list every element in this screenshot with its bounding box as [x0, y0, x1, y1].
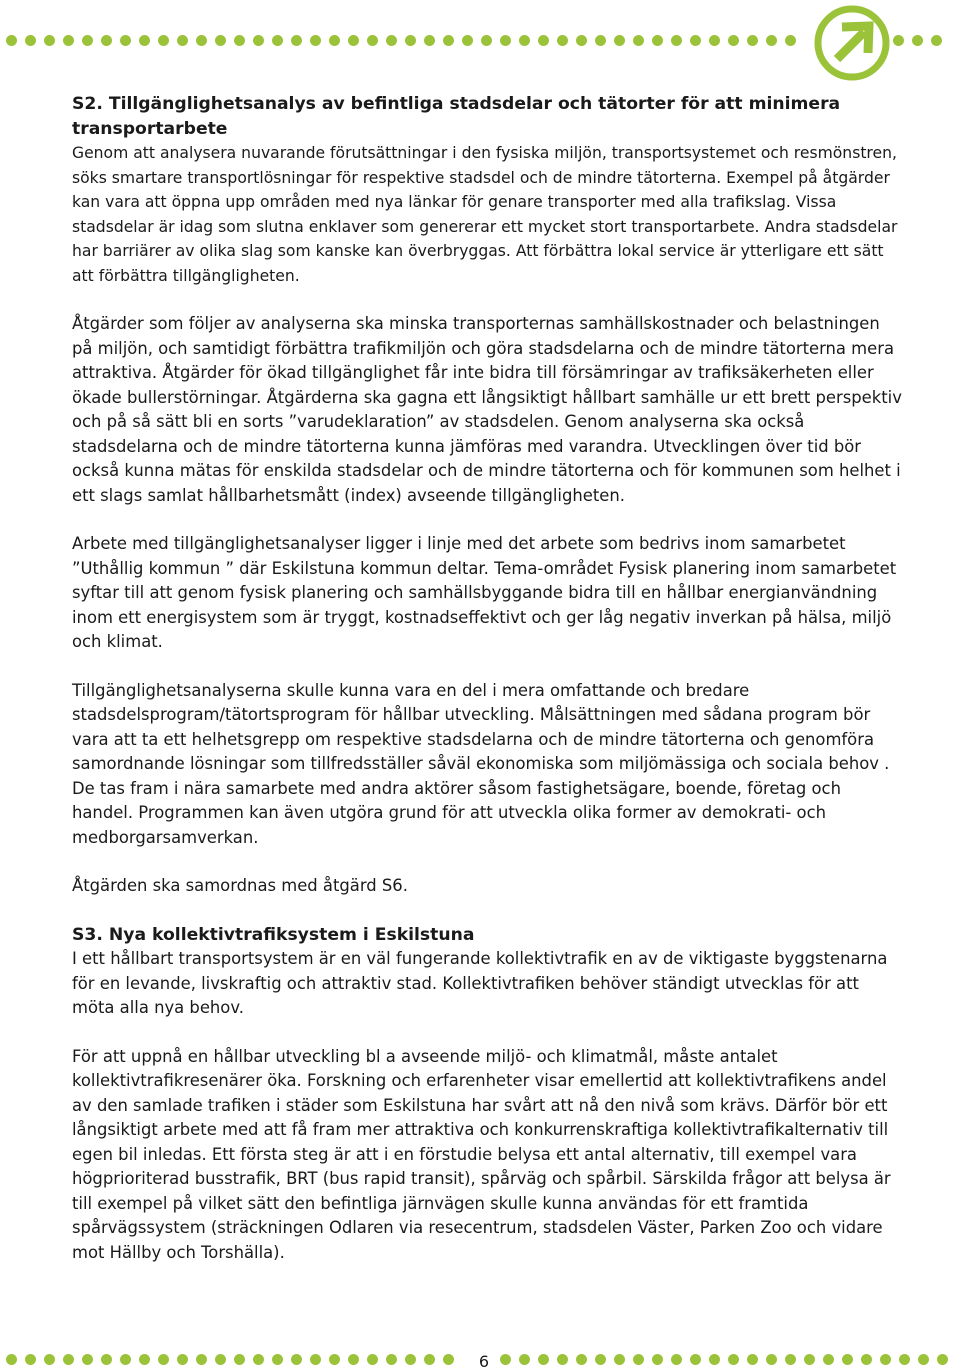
decorative-dot: [500, 1354, 511, 1365]
decorative-dot: [766, 35, 777, 46]
decorative-dot: [82, 1354, 93, 1365]
decorative-dot: [158, 1354, 169, 1365]
decorative-dot: [101, 35, 112, 46]
decorative-dot: [63, 35, 74, 46]
paragraph: Åtgärden ska samordnas med åtgärd S6.: [72, 876, 408, 895]
decorative-dot: [310, 1354, 321, 1365]
decorative-dot: [671, 35, 682, 46]
decorative-dot: [196, 1354, 207, 1365]
top-right-dot-border: [893, 35, 950, 46]
bottom-left-dot-border: [6, 1354, 462, 1365]
decorative-dot: [614, 35, 625, 46]
decorative-dot: [158, 35, 169, 46]
decorative-dot: [899, 1354, 910, 1365]
paragraph: Tillgänglighetsanalyserna skulle kunna vara en del i mera omfattande och bredare stadsdelsprogram/tätortsprogram för hållbar utveckling. Målsättningen med sådana program bör vara att ta ett helhetsgrepp om respektive stadsdelarna och de mindre tätorterna och genomföra samordnande lösningar som tillfredsställer såväl ekonomiska som miljömässiga och sociala behov . De tas fram i nära samarbete med andra aktörer såsom fastighetsägare, boende, företag och handel. Programmen kan även utgöra grund för att utveckla olika former av demokrati- och medborgarsamverkan.: [72, 680, 890, 847]
paragraph: För att uppnå en hållbar utveckling bl a avseende miljö- och klimatmål, måste antalet kollektivtrafikresenärer öka. Forskning och erfarenheter visar emellertid att kollektivtrafikens andel av den samlade trafiken i städer som Eskilstuna har svårt att nå den nivå som krävs. Därför bör ett långsiktigt arbete med att få fram mer attraktiva och konkurrenskraftiga kollektivtrafikalternativ till egen bil inledas. Ett första steg är att i en förstudie belysa ett antal alternativ, till exempel vara högprioriterad busstrafik, BRT (bus rapid transit), spårväg och spårbil. Särskilda frågor att belysa är till exempel på vilket sätt den befintliga järnvägen skulle kunna användas för ett framtida spårvägssystem (sträckningen Odlaren via resecentrum, stadsdelen Väster, Parken Zoo och vidare mot Hällby och Torshälla).: [72, 1046, 891, 1262]
decorative-dot: [576, 1354, 587, 1365]
decorative-dot: [481, 35, 492, 46]
decorative-dot: [880, 1354, 891, 1365]
decorative-dot: [595, 1354, 606, 1365]
decorative-dot: [6, 1354, 17, 1365]
decorative-dot: [538, 1354, 549, 1365]
decorative-dot: [728, 1354, 739, 1365]
decorative-dot: [671, 1354, 682, 1365]
decorative-dot: [82, 35, 93, 46]
decorative-dot: [690, 1354, 701, 1365]
decorative-dot: [6, 35, 17, 46]
arrow-circle-icon: [812, 3, 892, 83]
decorative-dot: [747, 35, 758, 46]
decorative-dot: [120, 1354, 131, 1365]
decorative-dot: [842, 1354, 853, 1365]
decorative-dot: [120, 35, 131, 46]
decorative-dot: [405, 1354, 416, 1365]
decorative-dot: [893, 35, 904, 46]
decorative-dot: [177, 35, 188, 46]
decorative-dot: [538, 35, 549, 46]
decorative-dot: [652, 1354, 663, 1365]
decorative-dot: [329, 35, 340, 46]
decorative-dot: [595, 35, 606, 46]
decorative-dot: [310, 35, 321, 46]
decorative-dot: [557, 35, 568, 46]
decorative-dot: [614, 1354, 625, 1365]
page-number: 6: [478, 1352, 490, 1371]
decorative-dot: [766, 1354, 777, 1365]
decorative-dot: [861, 1354, 872, 1365]
decorative-dot: [139, 35, 150, 46]
decorative-dot: [196, 35, 207, 46]
decorative-dot: [519, 1354, 530, 1365]
decorative-dot: [348, 1354, 359, 1365]
decorative-dot: [25, 35, 36, 46]
decorative-dot: [557, 1354, 568, 1365]
page-content: [72, 92, 902, 1289]
decorative-dot: [386, 1354, 397, 1365]
decorative-dot: [804, 1354, 815, 1365]
decorative-dot: [253, 35, 264, 46]
decorative-dot: [912, 35, 923, 46]
decorative-dot: [747, 1354, 758, 1365]
decorative-dot: [918, 1354, 929, 1365]
decorative-dot: [291, 1354, 302, 1365]
decorative-dot: [253, 1354, 264, 1365]
decorative-dot: [785, 35, 796, 46]
decorative-dot: [272, 35, 283, 46]
decorative-dot: [234, 1354, 245, 1365]
decorative-dot: [462, 35, 473, 46]
decorative-dot: [367, 1354, 378, 1365]
decorative-dot: [424, 1354, 435, 1365]
decorative-dot: [63, 1354, 74, 1365]
decorative-dot: [25, 1354, 36, 1365]
section-heading-s3: S3. Nya kollektivtrafiksystem i Eskilstuna: [72, 924, 475, 945]
decorative-dot: [652, 35, 663, 46]
paragraph: I ett hållbart transportsystem är en väl fungerande kollektivtrafik en av de viktigaste byggstenarna för en levande, livskraftig och attraktiv stad. Kollektivtrafiken behöver ständigt utvecklas för att möta alla nya behov.: [72, 949, 888, 1017]
decorative-dot: [500, 35, 511, 46]
decorative-dot: [633, 1354, 644, 1365]
decorative-dot: [215, 1354, 226, 1365]
decorative-dot: [709, 1354, 720, 1365]
decorative-dot: [405, 35, 416, 46]
decorative-dot: [443, 35, 454, 46]
decorative-dot: [937, 1354, 948, 1365]
bottom-right-dot-border: [500, 1354, 956, 1365]
decorative-dot: [519, 35, 530, 46]
top-dot-border: [6, 35, 804, 46]
decorative-dot: [44, 35, 55, 46]
decorative-dot: [177, 1354, 188, 1365]
decorative-dot: [633, 35, 644, 46]
paragraph: Åtgärder som följer av analyserna ska minska transporternas samhällskostnader och belastningen på miljön, och samtidigt förbättra trafikmiljön och göra stadsdelarna och de mindre tätorterna mera attraktiva. Åtgärder för ökad tillgänglighet får inte bidra till försämringar av trafiksäkerheten eller ökade bullerstörningar. Åtgärderna ska gagna ett långsiktigt hållbart samhälle ur ett brett perspektiv och på så sätt bli en sorts ”varudeklaration” av stadsdelen. Genom analyserna ska också stadsdelarna och de mindre tätorterna kunna jämföras med varandra. Utvecklingen över tid bör också kunna mätas för enskilda stadsdelar och de mindre tätorterna och för kommunen som helhet i ett slags samlat hållbarhetsmått (index) avseende tillgängligheten.: [72, 314, 902, 505]
decorative-dot: [424, 35, 435, 46]
decorative-dot: [931, 35, 942, 46]
decorative-dot: [139, 1354, 150, 1365]
decorative-dot: [329, 1354, 340, 1365]
decorative-dot: [44, 1354, 55, 1365]
decorative-dot: [272, 1354, 283, 1365]
decorative-dot: [728, 35, 739, 46]
decorative-dot: [709, 35, 720, 46]
decorative-dot: [690, 35, 701, 46]
decorative-dot: [823, 1354, 834, 1365]
decorative-dot: [386, 35, 397, 46]
paragraph: Arbete med tillgänglighetsanalyser ligger i linje med det arbete som bedrivs inom samarbetet ”Uthållig kommun ” där Eskilstuna kommun deltar. Tema-området Fysisk planering inom samarbetet syftar till att genom fysisk planering och samhällsbyggande bidra till en hållbar energianvändning inom ett energisystem som är tryggt, kostnadseffektivt och ger låg negativ inverkan på hälsa, miljö och klimat.: [72, 534, 897, 651]
decorative-dot: [291, 35, 302, 46]
decorative-dot: [101, 1354, 112, 1365]
decorative-dot: [215, 35, 226, 46]
section-heading-s2: S2. Tillgänglighetsanalys av befintliga stadsdelar och tätorter för att minimera transportarbete: [72, 94, 841, 139]
paragraph: Genom att analysera nuvarande förutsättningar i den fysiska miljön, transportsystemet och resmönstren, söks smartare transportlösningar för respektive stadsdel och de mindre tätorterna. Exempel på åtgärder kan vara att öppna upp områden med nya länkar för genare transporter med alla trafikslag. Vissa stadsdelar är idag som slutna enklaver som genererar ett mycket stort transportarbete. Andra stadsdelar har barriärer av olika slag som kanske kan överbryggas. Att förbättra lokal service är ytterligare ett sätt att förbättra tillgängligheten.: [72, 144, 898, 285]
decorative-dot: [367, 35, 378, 46]
decorative-dot: [576, 35, 587, 46]
decorative-dot: [443, 1354, 454, 1365]
decorative-dot: [348, 35, 359, 46]
decorative-dot: [234, 35, 245, 46]
decorative-dot: [785, 1354, 796, 1365]
